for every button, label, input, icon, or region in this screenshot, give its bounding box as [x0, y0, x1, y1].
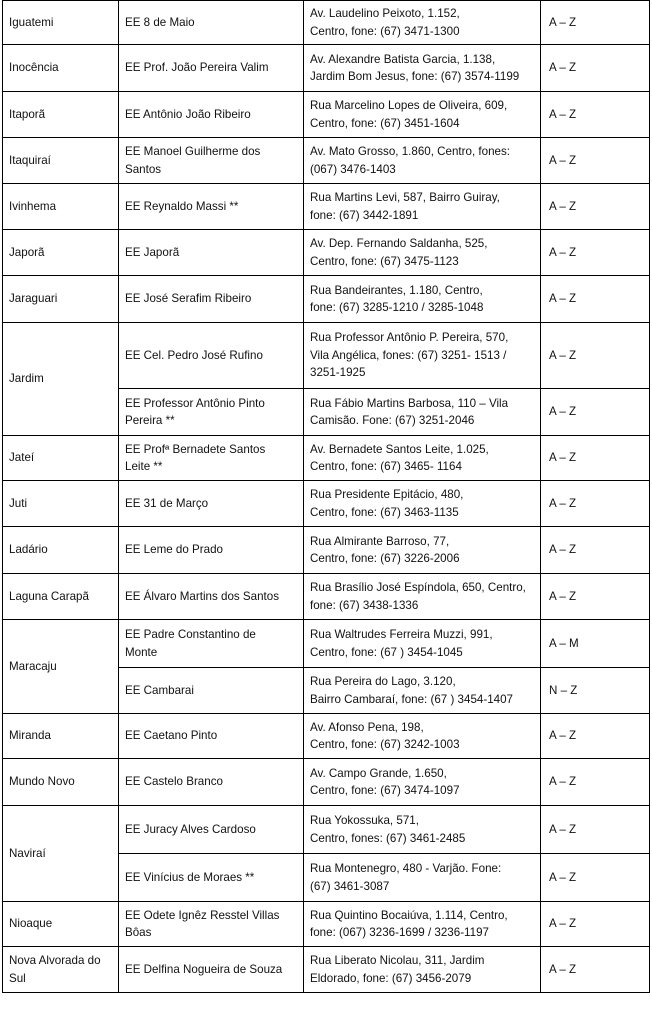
school-address-cell [304, 527, 541, 574]
school-address: Rua Marcelino Lopes de Oliveira, 609, Centro, fone: (67) 3451-1604 [310, 99, 508, 130]
city-name: Ivinhema [9, 199, 57, 213]
school-name-cell [119, 436, 304, 481]
table-row [3, 323, 650, 389]
table-row [3, 947, 650, 993]
school-name-cell [119, 759, 304, 806]
school-name: EE Vinícius de Moraes ** [125, 870, 255, 884]
school-name-cell [119, 1, 304, 45]
school-address-cell [304, 230, 541, 276]
school-name-cell [119, 323, 304, 389]
school-name: EE Professor Antônio Pinto Pereira ** [125, 396, 265, 427]
name-range: A – Z [549, 543, 577, 557]
name-range: N – Z [549, 683, 578, 697]
school-name-cell [119, 45, 304, 92]
name-range-cell [541, 436, 650, 481]
school-address-cell [304, 276, 541, 323]
name-range: A – Z [549, 405, 577, 419]
school-name: EE Prof. João Pereira Valim [125, 61, 269, 75]
school-address-cell [304, 574, 541, 620]
name-range-cell [541, 527, 650, 574]
name-range: A – Z [549, 451, 577, 465]
school-name-cell [119, 947, 304, 993]
school-address-cell [304, 92, 541, 138]
school-name: EE Reynaldo Massi ** [125, 199, 239, 213]
city-name: Inocência [9, 61, 59, 75]
school-name-cell [119, 138, 304, 184]
school-address-cell [304, 806, 541, 854]
city-cell [3, 45, 119, 92]
name-range: A – M [549, 636, 579, 650]
school-address: Rua Martins Levi, 587, Bairro Guiray, fone: (67) 3442-1891 [310, 191, 500, 222]
school-address: Rua Quintino Bocaiúva, 1.114, Centro, fone: (067) 3236-1699 / 3236-1197 [310, 908, 508, 939]
name-range: A – Z [549, 107, 577, 121]
school-name-cell [119, 527, 304, 574]
name-range-cell [541, 481, 650, 527]
name-range-cell [541, 276, 650, 323]
school-address-cell [304, 389, 541, 436]
table-row [3, 1, 650, 45]
table-row [3, 92, 650, 138]
school-address-cell [304, 947, 541, 993]
city-name: Laguna Carapã [9, 589, 89, 603]
name-range: A – Z [549, 245, 577, 259]
school-address-cell [304, 436, 541, 481]
school-address: Rua Yokossuka, 571, Centro, fones: (67) 3461-2485 [310, 814, 466, 845]
name-range: A – Z [549, 870, 577, 884]
school-name: EE Álvaro Martins dos Santos [125, 589, 280, 603]
school-address: Av. Alexandre Batista Garcia, 1.138, Jardim Bom Jesus, fone: (67) 3574-1199 [310, 52, 520, 83]
city-name: Ladário [9, 543, 48, 557]
school-name: EE Cambarai [125, 683, 194, 697]
name-range-cell [541, 45, 650, 92]
table-row [3, 714, 650, 759]
name-range: A – Z [549, 496, 577, 510]
school-address: Av. Campo Grande, 1.650, Centro, fone: (67) 3474-1097 [310, 766, 460, 797]
school-address-cell [304, 138, 541, 184]
name-range: A – Z [549, 61, 577, 75]
school-name-cell [119, 620, 304, 668]
city-name: Nova Alvorada do Sul [9, 954, 101, 985]
school-name: EE Manoel Guilherme dos Santos [125, 145, 261, 176]
table-row [3, 759, 650, 806]
city-cell [3, 574, 119, 620]
school-name: EE Cel. Pedro José Rufino [125, 348, 263, 362]
city-name: Jardim [9, 372, 44, 386]
city-cell [3, 436, 119, 481]
table-row [3, 230, 650, 276]
school-name-cell [119, 276, 304, 323]
name-range-cell [541, 138, 650, 184]
school-name-cell [119, 230, 304, 276]
city-cell [3, 184, 119, 230]
school-name-cell [119, 902, 304, 947]
city-cell [3, 1, 119, 45]
city-cell [3, 138, 119, 184]
city-cell [3, 230, 119, 276]
school-address-cell [304, 902, 541, 947]
name-range: A – Z [549, 199, 577, 213]
city-cell [3, 759, 119, 806]
name-range-cell [541, 1, 650, 45]
city-name: Itaporã [9, 107, 46, 121]
name-range: A – Z [549, 822, 577, 836]
school-address-cell [304, 714, 541, 759]
city-name: Mundo Novo [9, 775, 75, 789]
city-name: Iguatemi [9, 15, 54, 29]
name-range-cell [541, 668, 650, 714]
schools-table [2, 0, 650, 993]
table-row [3, 574, 650, 620]
name-range: A – Z [549, 153, 577, 167]
school-name-cell [119, 92, 304, 138]
name-range: A – Z [549, 589, 577, 603]
name-range-cell [541, 620, 650, 668]
city-name: Nioaque [9, 917, 53, 931]
school-address: Rua Montenegro, 480 - Varjão. Fone: (67) 3461-3087 [310, 862, 502, 893]
school-address: Rua Almirante Barroso, 77, Centro, fone: (67) 3226-2006 [310, 534, 460, 565]
school-address-cell [304, 1, 541, 45]
table-row [3, 184, 650, 230]
city-name: Maracaju [9, 659, 57, 673]
city-cell [3, 92, 119, 138]
school-name: EE 8 de Maio [125, 15, 195, 29]
school-name: EE José Serafim Ribeiro [125, 292, 252, 306]
school-name: EE Antônio João Ribeiro [125, 107, 251, 121]
name-range-cell [541, 389, 650, 436]
name-range: A – Z [549, 348, 577, 362]
table-row [3, 138, 650, 184]
city-name: Japorã [9, 245, 45, 259]
name-range-cell [541, 714, 650, 759]
school-address: Rua Liberato Nicolau, 311, Jardim Eldorado, fone: (67) 3456-2079 [310, 954, 485, 985]
city-name: Juti [9, 496, 28, 510]
school-address-cell [304, 323, 541, 389]
school-name: EE Castelo Branco [125, 775, 223, 789]
city-name: Jaraguari [9, 292, 58, 306]
name-range: A – Z [549, 292, 577, 306]
school-address: Rua Waltrudes Ferreira Muzzi, 991, Centro, fone: (67 ) 3454-1045 [310, 628, 493, 659]
school-name-cell [119, 854, 304, 902]
table-row [3, 436, 650, 481]
city-cell [3, 276, 119, 323]
school-address: Av. Mato Grosso, 1.860, Centro, fones: (067) 3476-1403 [310, 145, 510, 176]
name-range-cell [541, 323, 650, 389]
school-address-cell [304, 759, 541, 806]
city-cell [3, 947, 119, 993]
school-address: Rua Presidente Epitácio, 480, Centro, fone: (67) 3463-1135 [310, 488, 464, 519]
name-range: A – Z [549, 729, 577, 743]
table-row [3, 481, 650, 527]
school-name-cell [119, 714, 304, 759]
city-name: Jateí [9, 451, 35, 465]
table-row [3, 527, 650, 574]
school-name-cell [119, 668, 304, 714]
city-cell [3, 902, 119, 947]
school-name: EE Juracy Alves Cardoso [125, 822, 256, 836]
school-address: Av. Afonso Pena, 198, Centro, fone: (67) 3242-1003 [310, 720, 460, 751]
school-name: EE Padre Constantino de Monte [125, 628, 256, 659]
school-address: Av. Laudelino Peixoto, 1.152, Centro, fone: (67) 3471-1300 [310, 7, 460, 38]
school-name-cell [119, 389, 304, 436]
school-address: Rua Bandeirantes, 1.180, Centro, fone: (67) 3285-1210 / 3285-1048 [310, 283, 484, 314]
school-name-cell [119, 806, 304, 854]
city-cell [3, 620, 119, 714]
name-range: A – Z [549, 962, 577, 976]
city-name: Miranda [9, 729, 51, 743]
city-cell [3, 527, 119, 574]
school-address-cell [304, 854, 541, 902]
school-address-cell [304, 481, 541, 527]
school-address: Av. Bernadete Santos Leite, 1.025, Centro, fone: (67) 3465- 1164 [310, 442, 489, 473]
school-name: EE Delfina Nogueira de Souza [125, 962, 283, 976]
city-cell [3, 323, 119, 436]
table-row [3, 902, 650, 947]
school-address-cell [304, 668, 541, 714]
school-name: EE 31 de Março [125, 496, 209, 510]
name-range-cell [541, 854, 650, 902]
school-address-cell [304, 45, 541, 92]
city-cell [3, 806, 119, 902]
school-address: Av. Dep. Fernando Saldanha, 525, Centro, fone: (67) 3475-1123 [310, 237, 488, 268]
school-address-cell [304, 620, 541, 668]
table-row [3, 620, 650, 668]
city-cell [3, 481, 119, 527]
name-range: A – Z [549, 917, 577, 931]
name-range: A – Z [549, 775, 577, 789]
school-name: EE Japorã [125, 245, 180, 259]
city-name: Itaquiraí [9, 153, 51, 167]
table-row [3, 45, 650, 92]
table-row [3, 276, 650, 323]
name-range-cell [541, 230, 650, 276]
table-row [3, 806, 650, 854]
school-name: EE Leme do Prado [125, 543, 223, 557]
name-range: A – Z [549, 15, 577, 29]
school-name: EE Caetano Pinto [125, 729, 218, 743]
name-range-cell [541, 806, 650, 854]
name-range-cell [541, 902, 650, 947]
name-range-cell [541, 574, 650, 620]
name-range-cell [541, 759, 650, 806]
school-address: Rua Fábio Martins Barbosa, 110 – Vila Camisão. Fone: (67) 3251-2046 [310, 396, 509, 427]
school-address-cell [304, 184, 541, 230]
schools-table-body [3, 1, 650, 993]
school-name-cell [119, 184, 304, 230]
school-address: Rua Pereira do Lago, 3.120, Bairro Cambaraí, fone: (67 ) 3454-1407 [310, 675, 514, 706]
city-name: Naviraí [9, 846, 46, 860]
name-range-cell [541, 184, 650, 230]
school-name: EE Odete Ignêz Resstel Villas Bôas [125, 908, 280, 939]
school-address: Rua Professor Antônio P. Pereira, 570, Vila Angélica, fones: (67) 3251- 1513 / 3251-1925 [310, 331, 509, 380]
school-address: Rua Brasílio José Espíndola, 650, Centro, fone: (67) 3438-1336 [310, 581, 526, 612]
name-range-cell [541, 947, 650, 993]
school-name: EE Profª Bernadete Santos Leite ** [125, 442, 266, 473]
name-range-cell [541, 92, 650, 138]
city-cell [3, 714, 119, 759]
school-name-cell [119, 574, 304, 620]
school-name-cell [119, 481, 304, 527]
